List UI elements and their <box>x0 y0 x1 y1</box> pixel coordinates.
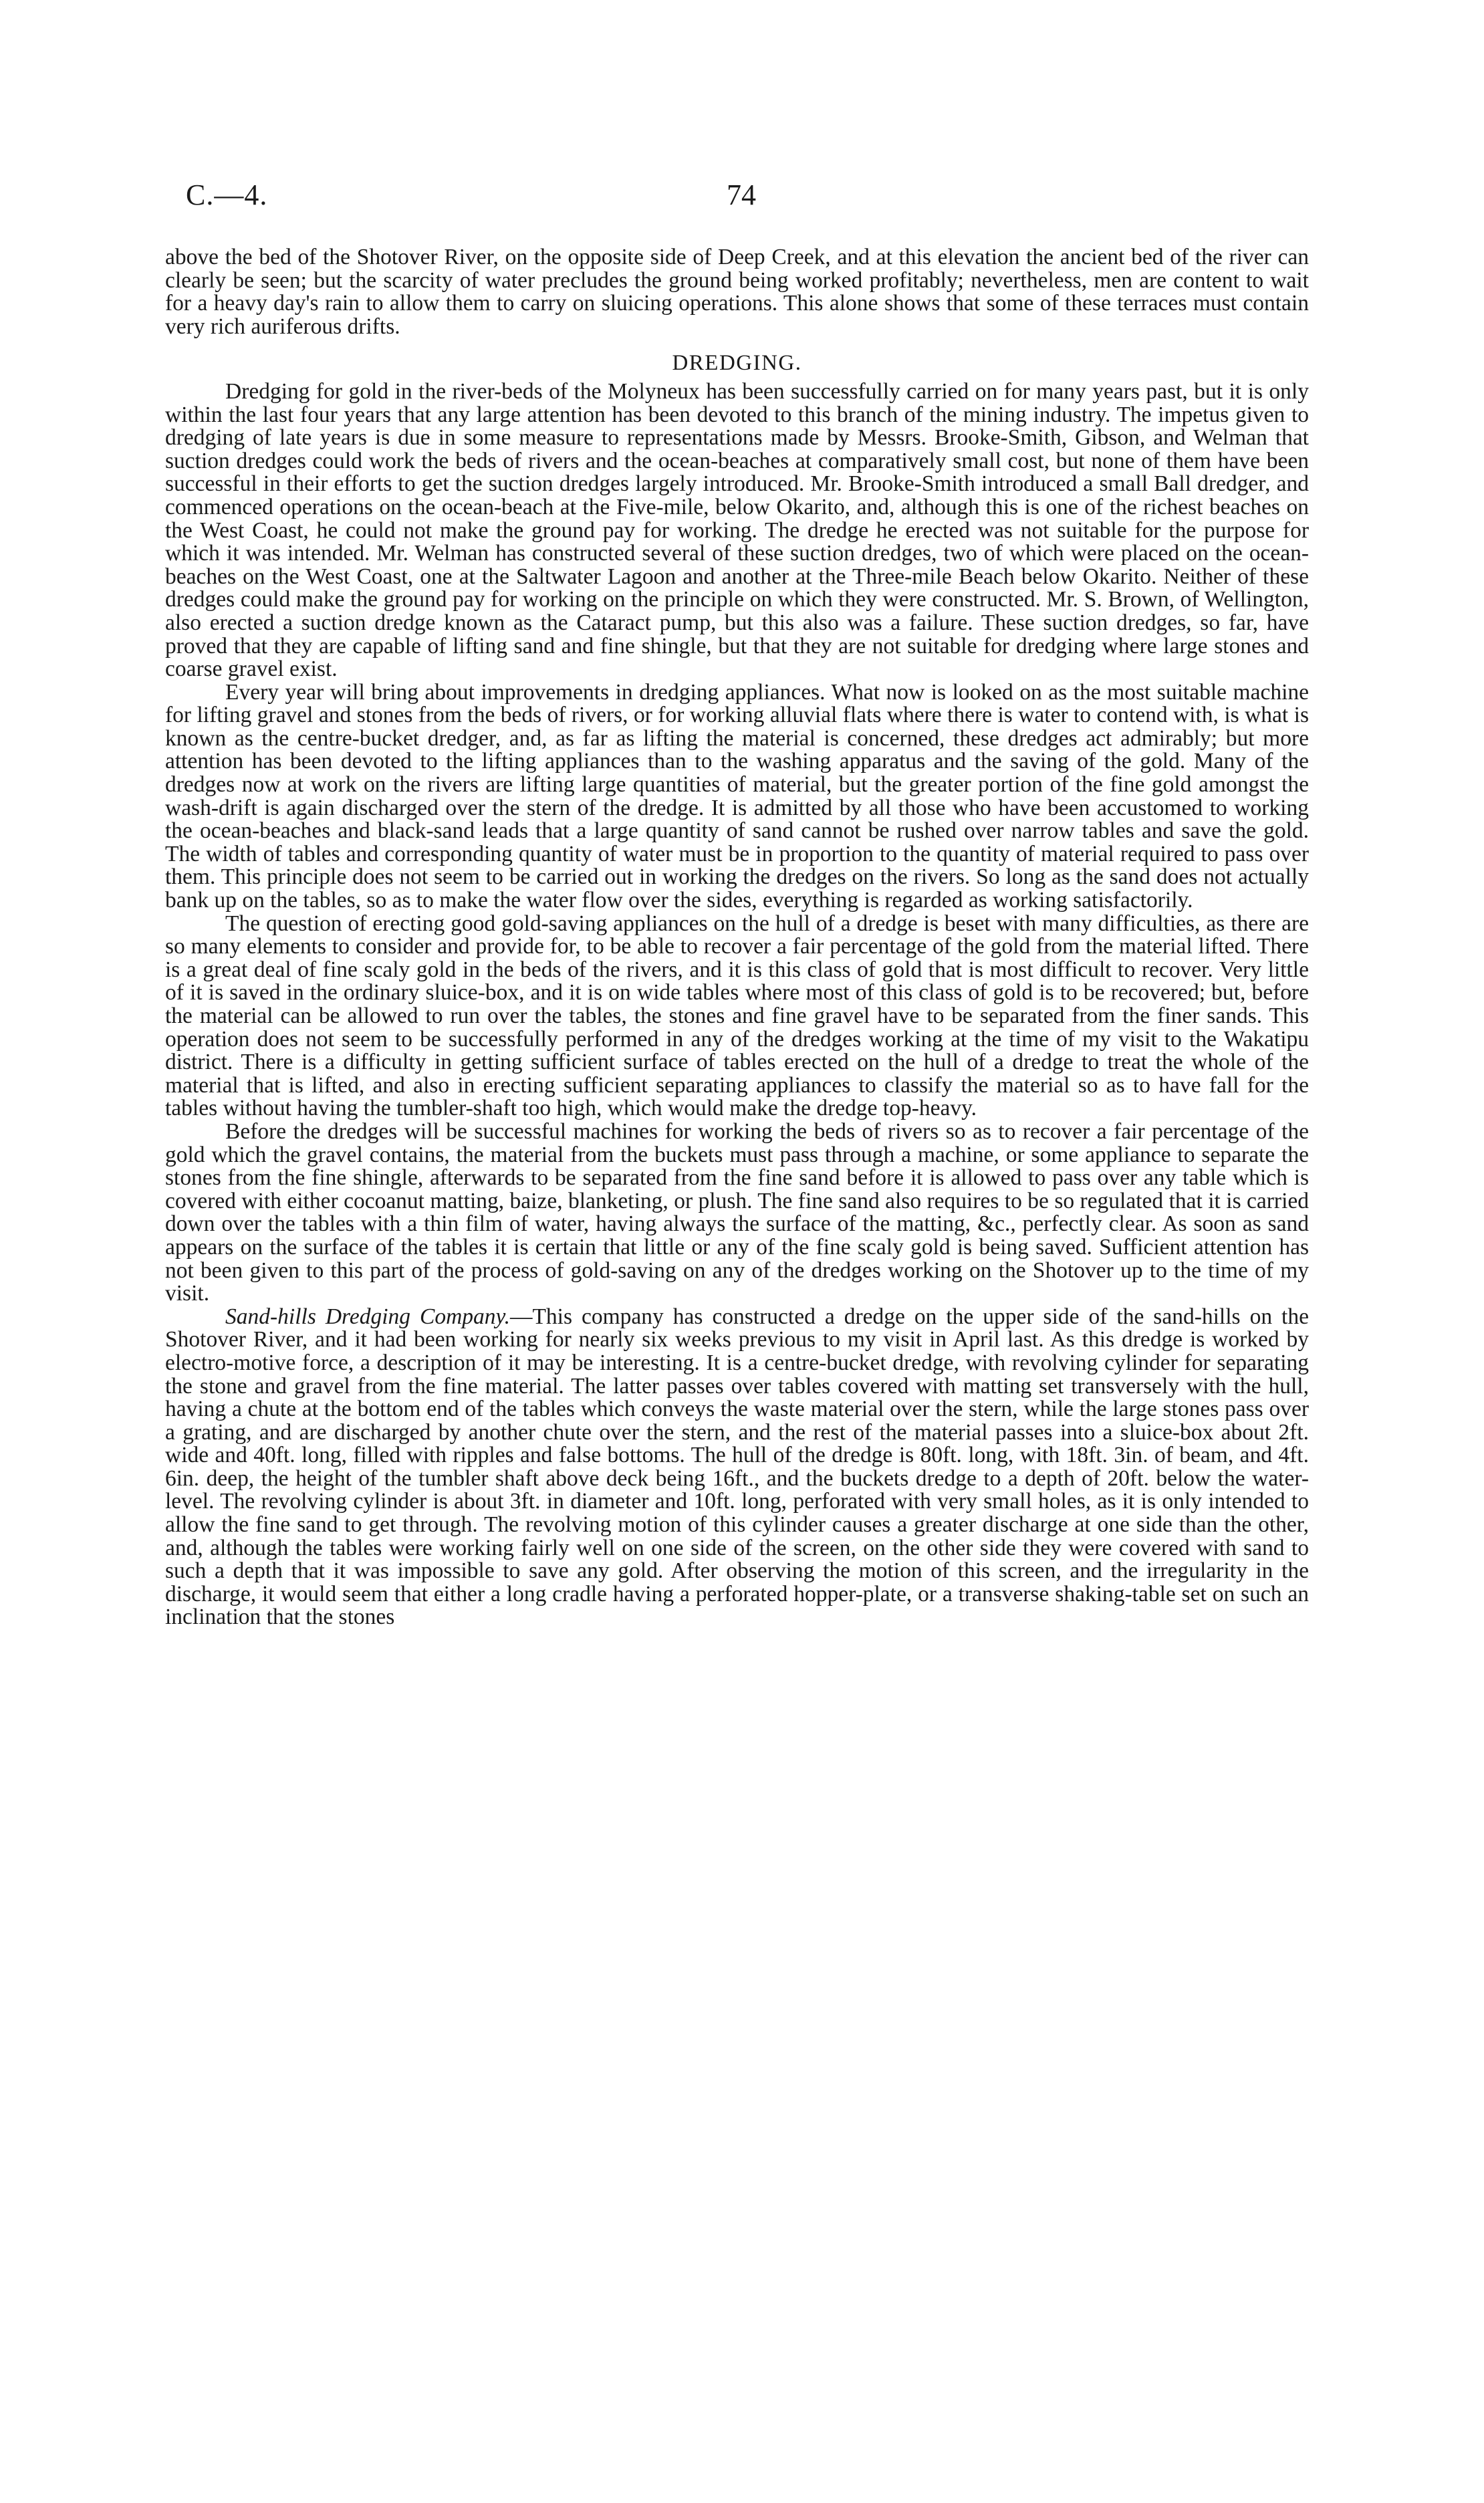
company-paragraph-text: —This company has constructed a dredge on the upper side of the sand-hills on the Shotover River, and it had been working for nearly six weeks previous to my visit in April last. As this dredge is worked by electro-motive force, a description of it may be interesting. It is a centre-bucket dredge, with revolving cylinder for separating the stone and gravel from the fine material. The latter passes over tables covered with matting set transversely with the hull, having a chute at the bottom end of the tables which conveys the waste material over the stern, while the large stones pass over a grating, and are discharged by another chute over the stern, and the rest of the material passes into a sluice-box about 2ft. wide and 40ft. long, filled with ripples and false bottoms. The hull of the dredge is 80ft. long, with 18ft. 3in. of beam, and 4ft. 6in. deep, the height of the tumbler shaft above deck being 16ft., and the buckets dredge to a depth of 20ft. below the water-level. The revolving cylinder is about 3ft. in diameter and 10ft. long, perforated with very small holes, as it is only intended to allow the fine sand to get through. The revolving motion of this cylinder causes a greater discharge at one side than the other, and, although the tables were working fairly well on one side of the screen, on the other side they were covered with sand to such a depth that it was impossible to save any gold. After observing the motion of this screen, and the irregularity in the discharge, it would seem that either a long cradle having a perforated hopper-plate, or a transverse shaking-table set on such an inclination that the stones <box>165 1304 1309 1630</box>
continuation-paragraph: above the bed of the Shotover River, on the opposite side of Deep Creek, and at this elevation the ancient bed of the river can clearly be seen; but the scarcity of water precludes the ground being worked profitably; nevertheless, men are content to wait for a heavy day's rain to allow them to carry on sluicing operations. This alone shows that some of these terraces must contain very rich auriferous drifts. <box>165 245 1309 339</box>
paragraph: Dredging for gold in the river-beds of the Molyneux has been successfully carried on for many years past, but it is only within the last four years that any large attention has been devoted to this branch of the mining industry. The impetus given to dredging of late years is due in some measure to representations made by Messrs. Brooke-Smith, Gibson, and Welman that suction dredges could work the beds of rivers and the ocean-beaches at comparatively small cost, but none of them have been successful in their efforts to get the suction dredges largely introduced. Mr. Brooke-Smith introduced a small Ball dredger, and commenced operations on the ocean-beach at the Five-mile, below Okarito, and, although this is one of the richest beaches on the West Coast, he could not make the ground pay for working. The dredge he erected was not suitable for the purpose for which it was intended. Mr. Welman has constructed several of these suction dredges, two of which were placed on the ocean-beaches on the West Coast, one at the Saltwater Lagoon and another at the Three-mile Beach below Okarito. Neither of these dredges could make the ground pay for working on the principle on which they were constructed. Mr. S. Brown, of Wellington, also erected a suction dredge known as the Cataract pump, but this also was a failure. These suction dredges, so far, have proved that they are capable of lifting sand and fine shingle, but that they are not suitable for dredging where large stones and coarse gravel exist. <box>165 378 1309 682</box>
company-name: Sand-hills Dredging Company. <box>225 1304 510 1329</box>
document-reference: C.—4. <box>186 178 268 211</box>
paragraph: The question of erecting good gold-saving appliances on the hull of a dredge is beset with many difficulties, as there are so many elements to consider and provide for, to be able to recover a fair percentage of the gold from the material lifted. There is a great deal of fine scaly gold in the beds of the rivers, and it is this class of gold that is most difficult to recover. Very little of it is saved in the ordinary sluice-box, and it is on wide tables where most of this class of gold is to be recovered; but, before the material can be allowed to run over the tables, the stones and fine gravel have to be separated from the finer sands. This operation does not seem to be successfully performed in any of the dredges working at the time of my visit to the Wakatipu district. There is a difficulty in getting sufficient surface of tables erected on the hull of a dredge to treat the whole of the material that is lifted, and also in erecting sufficient separating appliances to classify the material so as to have fall for the tables without having the tumbler-shaft too high, which would make the dredge top-heavy. <box>165 911 1309 1121</box>
paragraph: Every year will bring about improvements in dredging appliances. What now is looked on as the most suitable machine for lifting gravel and stones from the beds of rivers, or for working alluvial flats where there is water to contend with, is what is known as the centre-bucket dredger, and, as far as lifting the material is concerned, these dredges act admirably; but more attention has been devoted to the lifting appliances than to the washing apparatus and the saving of the gold. Many of the dredges now at work on the rivers are lifting large quantities of material, but the greater portion of the fine gold amongst the wash-drift is again discharged over the stern of the dredge. It is admitted by all those who have been accustomed to working the ocean-beaches and black-sand leads that a large quantity of sand cannot be rushed over narrow tables and save the gold. The width of tables and corresponding quantity of water must be in proportion to the quantity of material required to pass over them. This principle does not seem to be carried out in working the dredges on the rivers. So long as the sand does not actually bank up on the tables, so as to make the water flow over the sides, everything is regarded as working satisfactorily. <box>165 679 1309 913</box>
company-paragraph <box>165 1306 1309 1629</box>
paragraph: Before the dredges will be successful machines for working the beds of rivers so as to recover a fair percentage of the gold which the gravel contains, the material from the buckets must pass through a machine, or some appliance to separate the stones from the fine shingle, afterwards to be separated from the fine sand before it is allowed to pass over any table which is covered with either cocoanut matting, baize, blanketing, or plush. The fine sand also requires to be so regulated that it is carried down over the tables with a thin film of water, having always the surface of the matting, &c., perfectly clear. As soon as sand appears on the surface of the tables it is certain that little or any of the fine scaly gold is being saved. Sufficient attention has not been given to this part of the process of gold-saving on any of the dredges working on the Shotover up to the time of my visit. <box>165 1118 1309 1306</box>
page-header <box>186 178 1297 218</box>
body-text <box>165 246 1309 1629</box>
page-number: 74 <box>727 178 756 211</box>
section-heading: DREDGING. <box>672 351 802 376</box>
